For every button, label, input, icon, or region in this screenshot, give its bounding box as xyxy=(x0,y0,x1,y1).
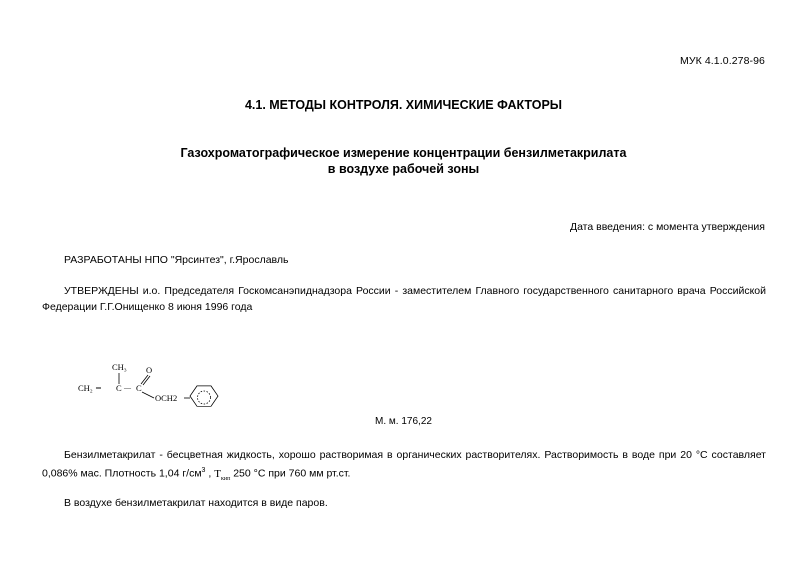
air-state-paragraph: В воздухе бензилметакрилат находится в виде паров. xyxy=(64,497,328,509)
formula-single-bond: — xyxy=(124,384,131,392)
benzene-ring xyxy=(190,386,218,406)
boiling-point-symbol-sub: кип xyxy=(220,475,231,482)
formula-double-bond: ═ xyxy=(96,384,101,392)
formula-c2: C xyxy=(136,383,142,393)
properties-text-2: 250 °С при 760 мм рт.ст. xyxy=(233,467,351,480)
boiling-point-symbol-t: T xyxy=(214,467,221,480)
molar-mass: М. м. 176,22 xyxy=(375,416,432,427)
properties-text-1: Бензилметакрилат - бесцветная жидкость, хорошо растворимая в органических растворителях. Растворимость в воде при 20 °С составляет 0,086% мас. Плотность 1,04 г/см xyxy=(42,449,766,480)
boiling-point-symbol xyxy=(214,468,230,480)
formula-ch2: CH₂ xyxy=(78,383,93,393)
subtitle-line-1: Газохроматографическое измерение концентрации бензилметакрилата xyxy=(180,146,627,160)
formula-c1: C xyxy=(116,383,122,393)
introduction-date: Дата введения: с момента утверждения xyxy=(569,221,765,233)
developed-by-paragraph: РАЗРАБОТАНЫ НПО "Ярсинтез", г.Ярославль xyxy=(64,254,289,266)
formula-och2: OCH2 xyxy=(155,393,178,403)
subtitle-line-2: в воздухе рабочей зоны xyxy=(327,162,480,176)
structural-formula xyxy=(76,358,236,408)
bond-c2-och2 xyxy=(142,392,154,398)
properties-separator: , xyxy=(208,467,212,480)
section-title: 4.1. МЕТОДЫ КОНТРОЛЯ. ХИМИЧЕСКИЕ ФАКТОРЫ xyxy=(244,98,563,112)
benzene-inner-circle xyxy=(198,391,211,404)
formula-o-carbonyl: O xyxy=(146,365,153,375)
properties-paragraph xyxy=(42,447,766,487)
formula-ch3: CH₃ xyxy=(112,362,127,372)
document-subtitle xyxy=(0,145,807,177)
approved-by-paragraph: УТВЕРЖДЕНЫ и.о. Председателя Госкомсанэпиднадзора России - заместителем Главного государственного санитарного врача Российской Федерации Г.Г.Онищенко 8 июня 1996 года xyxy=(42,285,766,313)
properties-superscript: 3 xyxy=(201,467,206,474)
document-code: МУК 4.1.0.278-96 xyxy=(679,55,765,67)
